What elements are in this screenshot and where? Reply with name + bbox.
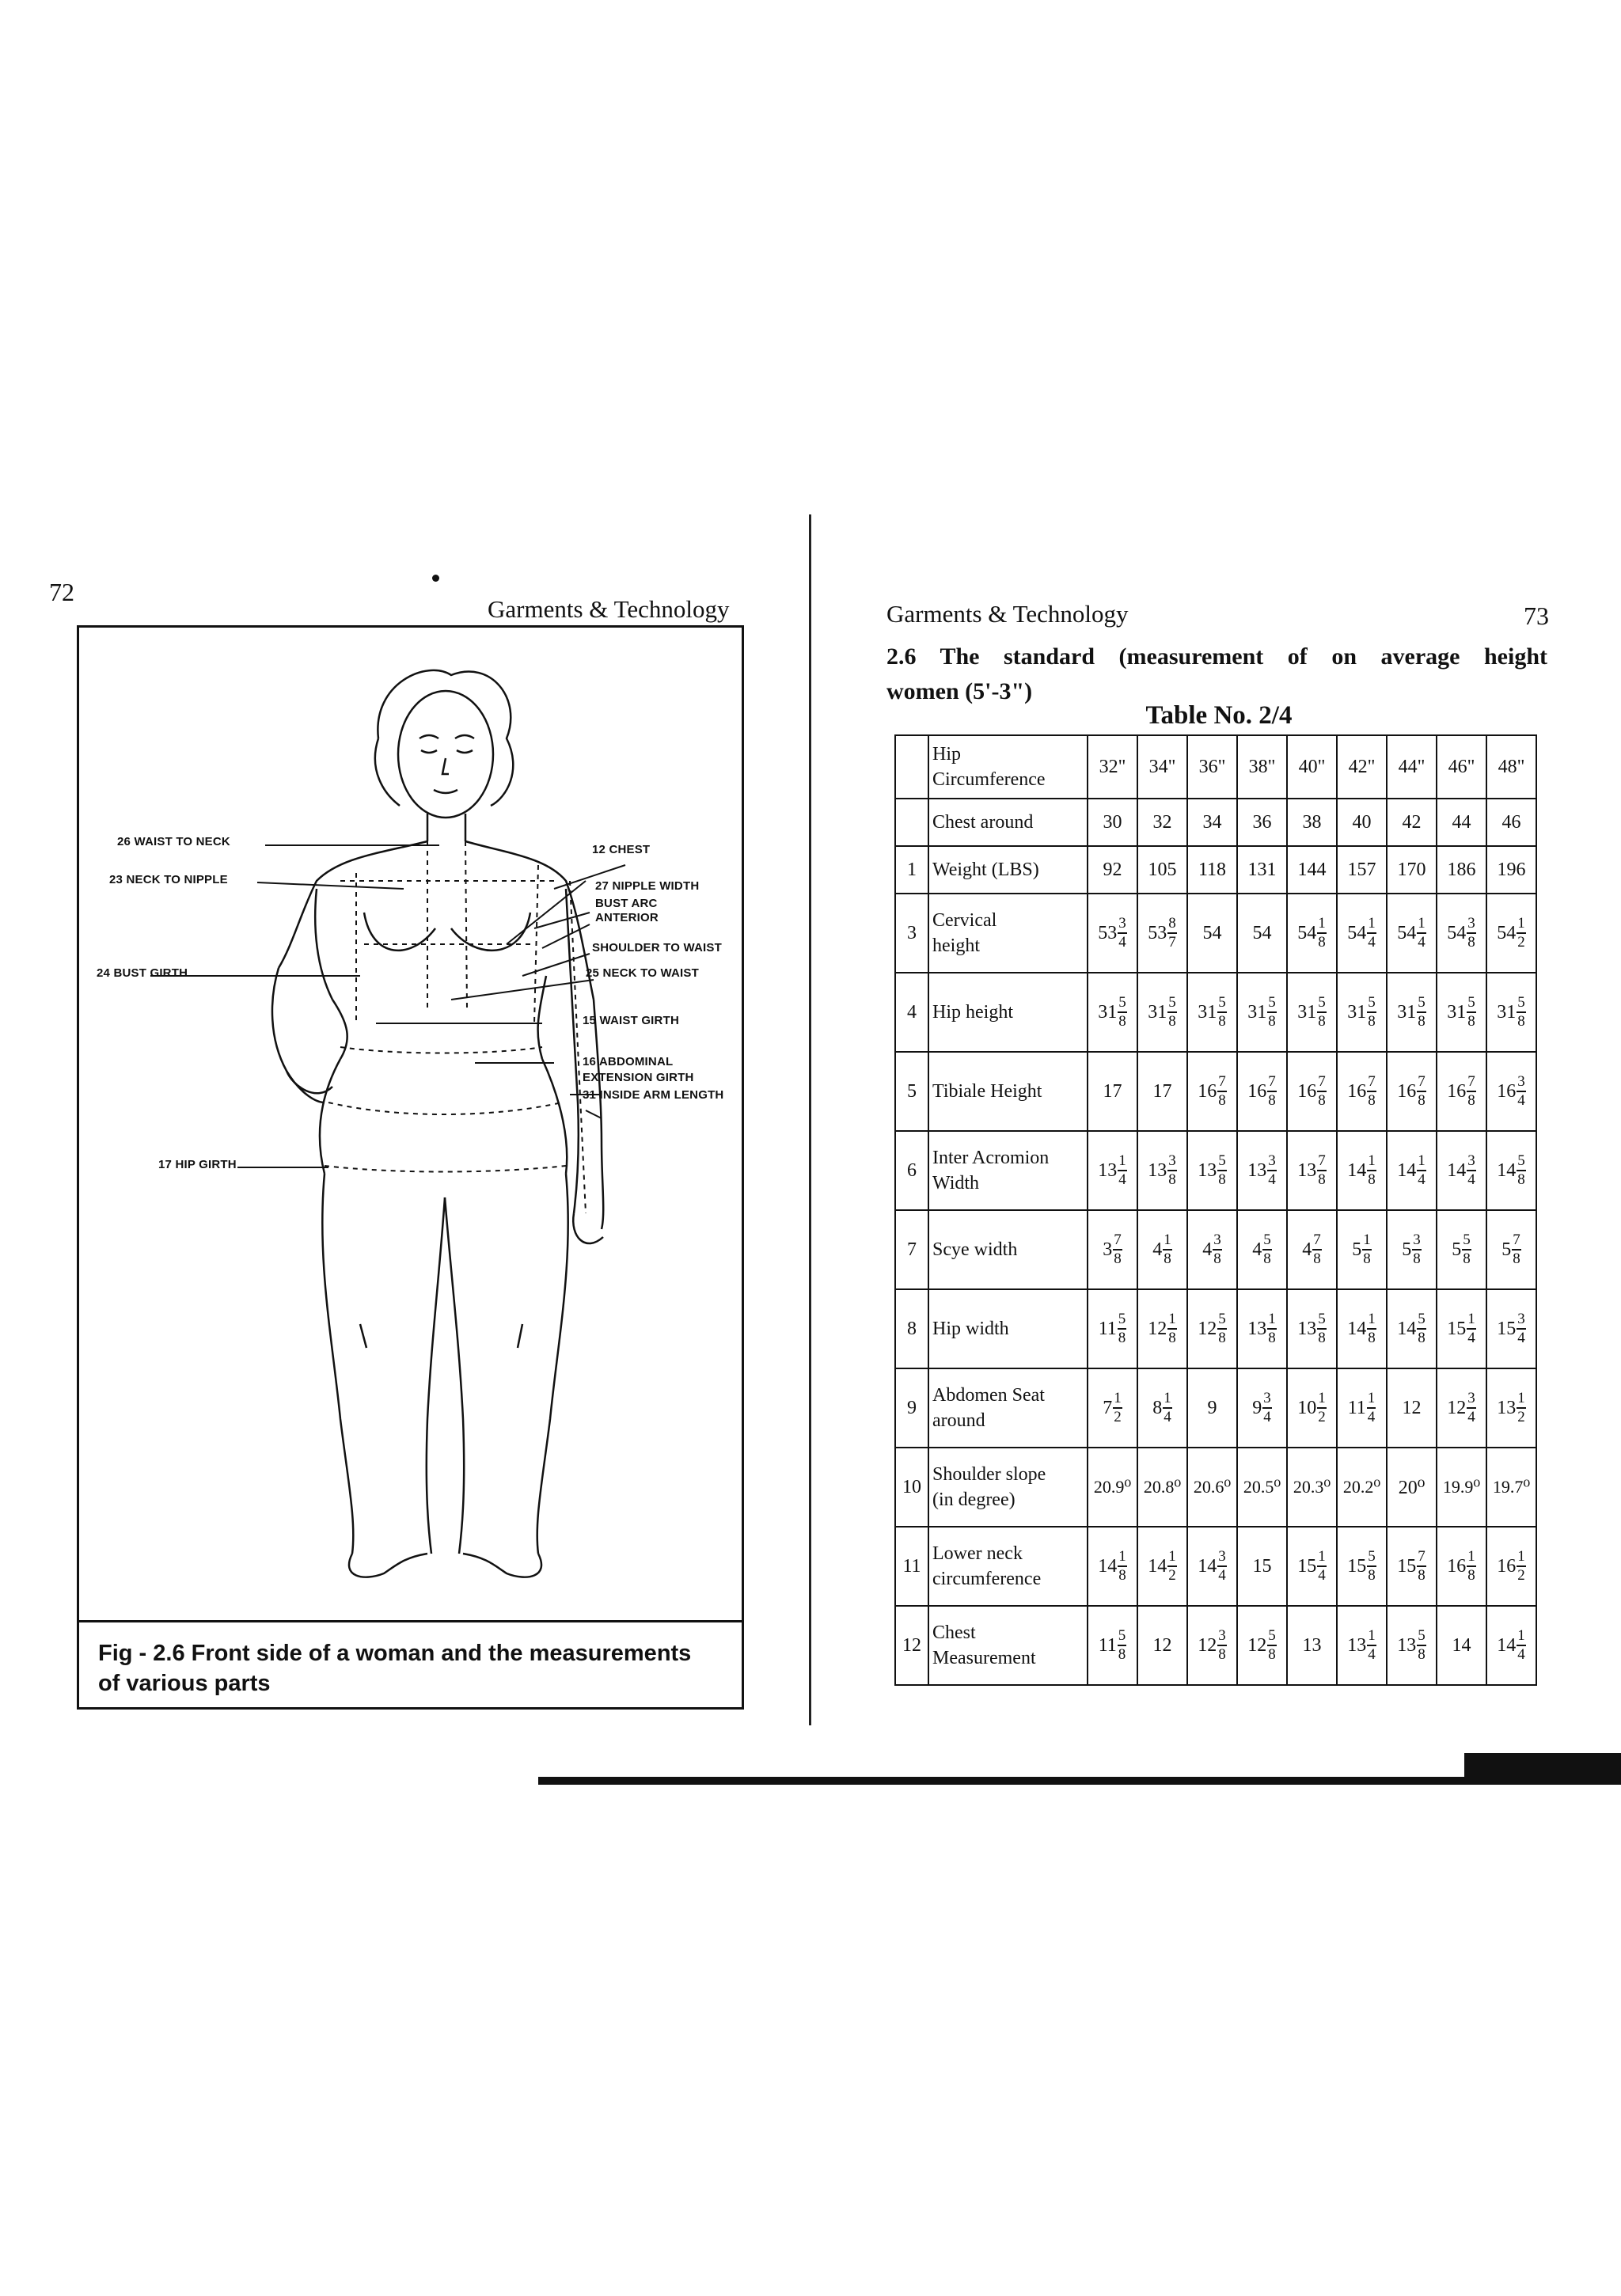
row-label-line: Tibiale Height bbox=[932, 1081, 1042, 1102]
book-spine-line bbox=[809, 514, 811, 1725]
label-bust-girth: 24 BUST GIRTH bbox=[97, 966, 188, 980]
table-cell: 19.9⁰ bbox=[1437, 1448, 1486, 1527]
table-cell: 186 bbox=[1437, 846, 1486, 894]
column-header-3: 38" bbox=[1237, 735, 1287, 799]
table-cell: 9 3 4 bbox=[1237, 1368, 1287, 1448]
row-number: 12 bbox=[895, 1606, 928, 1685]
table-cell: 54 1 8 bbox=[1287, 894, 1337, 973]
table-cell: 12 1 8 bbox=[1137, 1289, 1187, 1368]
table-cell: 54 bbox=[1187, 894, 1237, 973]
table-cell: 10 1 2 bbox=[1287, 1368, 1337, 1448]
table-cell: 36 bbox=[1237, 799, 1287, 846]
table-header-row bbox=[895, 735, 1536, 799]
table-cell: 11 5 8 bbox=[1088, 1289, 1137, 1368]
row-label bbox=[928, 1368, 1088, 1448]
table-cell: 31 5 8 bbox=[1287, 973, 1337, 1052]
table-cell: 15 7 8 bbox=[1387, 1527, 1437, 1606]
section-title bbox=[886, 639, 1547, 709]
table-cell: 16 7 8 bbox=[1187, 1052, 1237, 1131]
label-waist-girth: 15 WAIST GIRTH bbox=[583, 1014, 679, 1027]
row-label bbox=[928, 894, 1088, 973]
column-header-7: 46" bbox=[1437, 735, 1486, 799]
table-row bbox=[895, 1448, 1536, 1527]
row-label bbox=[928, 799, 1088, 846]
table-cell: 38 bbox=[1287, 799, 1337, 846]
table-cell: 170 bbox=[1387, 846, 1437, 894]
table-row bbox=[895, 1368, 1536, 1448]
header-label-line-1: Hip bbox=[932, 744, 961, 765]
table-row bbox=[895, 799, 1536, 846]
row-label-line: Shoulder slope bbox=[932, 1464, 1046, 1485]
column-header-8: 48" bbox=[1486, 735, 1536, 799]
row-label-line: height bbox=[932, 935, 980, 956]
table-row bbox=[895, 846, 1536, 894]
table-cell: 14 1 8 bbox=[1088, 1527, 1137, 1606]
table-cell: 14 3 4 bbox=[1187, 1527, 1237, 1606]
page-bottom-corner bbox=[1464, 1753, 1621, 1785]
figure-box bbox=[77, 625, 744, 1710]
row-label bbox=[928, 1606, 1088, 1685]
row-label-line: Hip width bbox=[932, 1319, 1009, 1339]
table-cell: 13 1 2 bbox=[1486, 1368, 1536, 1448]
label-nipple-width: 27 NIPPLE WIDTH bbox=[595, 879, 700, 893]
figure-caption bbox=[79, 1622, 742, 1714]
table-cell: 13 5 8 bbox=[1187, 1131, 1237, 1210]
row-label-line: Chest bbox=[932, 1622, 976, 1643]
table-cell: 14 1 8 bbox=[1337, 1289, 1387, 1368]
row-number bbox=[895, 799, 928, 846]
table-cell: 20⁰ bbox=[1387, 1448, 1437, 1527]
table-row bbox=[895, 1527, 1536, 1606]
table-cell: 118 bbox=[1187, 846, 1237, 894]
table-cell: 4 7 8 bbox=[1287, 1210, 1337, 1289]
label-abdominal-extension: EXTENSION GIRTH bbox=[583, 1071, 694, 1084]
table-cell: 9 bbox=[1187, 1368, 1237, 1448]
table-cell: 105 bbox=[1137, 846, 1187, 894]
row-label-line: Hip height bbox=[932, 1002, 1013, 1023]
table-cell: 19.7⁰ bbox=[1486, 1448, 1536, 1527]
page-number-right: 73 bbox=[1524, 602, 1549, 630]
table-row bbox=[895, 1210, 1536, 1289]
table-row bbox=[895, 894, 1536, 973]
table-row bbox=[895, 1131, 1536, 1210]
row-label-line: Cervical bbox=[932, 910, 997, 931]
table-cell: 20.5⁰ bbox=[1237, 1448, 1287, 1527]
table-cell: 144 bbox=[1287, 846, 1337, 894]
table-cell: 16 7 8 bbox=[1387, 1052, 1437, 1131]
label-abdominal: 16 ABDOMINAL bbox=[583, 1055, 674, 1068]
table-cell: 15 1 4 bbox=[1287, 1527, 1337, 1606]
table-cell: 34 bbox=[1187, 799, 1237, 846]
row-number: 10 bbox=[895, 1448, 928, 1527]
table-cell: 17 bbox=[1137, 1052, 1187, 1131]
table-cell: 12 3 4 bbox=[1437, 1368, 1486, 1448]
row-label-line: Chest around bbox=[932, 812, 1034, 833]
figure-caption-box bbox=[79, 1620, 742, 1707]
table-cell: 14 1 4 bbox=[1387, 1131, 1437, 1210]
table-cell: 13 5 8 bbox=[1387, 1606, 1437, 1685]
table-cell: 16 1 2 bbox=[1486, 1527, 1536, 1606]
table-cell: 54 bbox=[1237, 894, 1287, 973]
table-cell: 20.2⁰ bbox=[1337, 1448, 1387, 1527]
row-label bbox=[928, 1527, 1088, 1606]
table-cell: 16 7 8 bbox=[1237, 1052, 1287, 1131]
table-cell: 14 1 2 bbox=[1137, 1527, 1187, 1606]
dot-mark bbox=[432, 575, 439, 582]
table-cell: 12 bbox=[1137, 1606, 1187, 1685]
row-label-line: Lower neck bbox=[932, 1543, 1023, 1564]
row-number: 5 bbox=[895, 1052, 928, 1131]
running-head-right: Garments & Technology bbox=[886, 600, 1129, 628]
label-hip-girth: 17 HIP GIRTH bbox=[158, 1158, 237, 1171]
table-cell: 31 5 8 bbox=[1237, 973, 1287, 1052]
table-row bbox=[895, 1052, 1536, 1131]
measurement-table bbox=[894, 734, 1537, 1686]
table-cell: 42 bbox=[1387, 799, 1437, 846]
caption-line-1: Fig - 2.6 Front side of a woman and the measurements bbox=[98, 1641, 692, 1666]
table-row bbox=[895, 973, 1536, 1052]
table-cell: 92 bbox=[1088, 846, 1137, 894]
woman-figure-illustration bbox=[79, 628, 742, 1620]
table-cell: 53 3 4 bbox=[1088, 894, 1137, 973]
table-cell: 14 3 4 bbox=[1437, 1131, 1486, 1210]
table-cell: 4 3 8 bbox=[1187, 1210, 1237, 1289]
table-cell: 44 bbox=[1437, 799, 1486, 846]
column-header-5: 42" bbox=[1337, 735, 1387, 799]
table-cell: 5 1 8 bbox=[1337, 1210, 1387, 1289]
table-cell: 53 8 7 bbox=[1137, 894, 1187, 973]
row-number: 3 bbox=[895, 894, 928, 973]
table-cell: 17 bbox=[1088, 1052, 1137, 1131]
label-bust-arc: BUST ARC bbox=[595, 897, 658, 910]
header-num-cell bbox=[895, 735, 928, 799]
header-label-cell bbox=[928, 735, 1088, 799]
table-cell: 13 7 8 bbox=[1287, 1131, 1337, 1210]
table-cell: 31 5 8 bbox=[1437, 973, 1486, 1052]
table-cell: 16 7 8 bbox=[1337, 1052, 1387, 1131]
table-cell: 4 1 8 bbox=[1137, 1210, 1187, 1289]
label-bust-arc-anterior: ANTERIOR bbox=[595, 911, 659, 924]
row-label bbox=[928, 1448, 1088, 1527]
row-number: 8 bbox=[895, 1289, 928, 1368]
table-cell: 3 7 8 bbox=[1088, 1210, 1137, 1289]
table-cell: 13 1 4 bbox=[1337, 1606, 1387, 1685]
table-cell: 31 5 8 bbox=[1088, 973, 1137, 1052]
table-cell: 13 1 4 bbox=[1088, 1131, 1137, 1210]
row-label-line: Width bbox=[932, 1173, 980, 1194]
table-title: Table No. 2/4 bbox=[1145, 701, 1293, 730]
table-cell: 20.6⁰ bbox=[1187, 1448, 1237, 1527]
table-cell: 20.8⁰ bbox=[1137, 1448, 1187, 1527]
row-label bbox=[928, 1131, 1088, 1210]
column-header-4: 40" bbox=[1287, 735, 1337, 799]
label-shoulder-to-waist: SHOULDER TO WAIST bbox=[592, 941, 722, 954]
table-row bbox=[895, 1289, 1536, 1368]
table-cell: 16 7 8 bbox=[1437, 1052, 1486, 1131]
row-number: 6 bbox=[895, 1131, 928, 1210]
table-cell: 46 bbox=[1486, 799, 1536, 846]
row-label-line: circumference bbox=[932, 1569, 1042, 1589]
table-cell: 20.9⁰ bbox=[1088, 1448, 1137, 1527]
label-inside-arm-length: 31 INSIDE ARM LENGTH bbox=[583, 1088, 724, 1102]
label-waist-to-neck: 26 WAIST TO NECK bbox=[117, 835, 230, 848]
row-label-line: Measurement bbox=[932, 1648, 1036, 1668]
table-cell: 31 5 8 bbox=[1486, 973, 1536, 1052]
label-neck-to-nipple: 23 NECK TO NIPPLE bbox=[109, 873, 228, 886]
table-cell: 14 1 4 bbox=[1486, 1606, 1536, 1685]
table-cell: 14 5 8 bbox=[1387, 1289, 1437, 1368]
table-cell: 12 3 8 bbox=[1187, 1606, 1237, 1685]
table-cell: 12 5 8 bbox=[1237, 1606, 1287, 1685]
page-number-left: 72 bbox=[49, 578, 74, 606]
row-label-line: around bbox=[932, 1410, 985, 1431]
table-cell: 5 5 8 bbox=[1437, 1210, 1486, 1289]
row-label bbox=[928, 973, 1088, 1052]
table-cell: 16 1 8 bbox=[1437, 1527, 1486, 1606]
row-number: 4 bbox=[895, 973, 928, 1052]
table-cell: 131 bbox=[1237, 846, 1287, 894]
table-cell: 13 3 4 bbox=[1237, 1131, 1287, 1210]
table-cell: 54 1 2 bbox=[1486, 894, 1536, 973]
table-cell: 15 1 4 bbox=[1437, 1289, 1486, 1368]
table-cell: 31 5 8 bbox=[1187, 973, 1237, 1052]
page-bottom-edge bbox=[538, 1777, 1621, 1785]
table-cell: 16 7 8 bbox=[1287, 1052, 1337, 1131]
running-head-left: Garments & Technology bbox=[488, 595, 730, 623]
row-label bbox=[928, 1052, 1088, 1131]
table-cell: 11 5 8 bbox=[1088, 1606, 1137, 1685]
table-cell: 5 3 8 bbox=[1387, 1210, 1437, 1289]
caption-line-2: of various parts bbox=[98, 1671, 271, 1696]
table-cell: 31 5 8 bbox=[1137, 973, 1187, 1052]
column-header-0: 32" bbox=[1088, 735, 1137, 799]
row-number: 11 bbox=[895, 1527, 928, 1606]
row-number: 7 bbox=[895, 1210, 928, 1289]
table-cell: 5 7 8 bbox=[1486, 1210, 1536, 1289]
table-cell: 15 3 4 bbox=[1486, 1289, 1536, 1368]
table-cell: 32 bbox=[1137, 799, 1187, 846]
table-cell: 13 bbox=[1287, 1606, 1337, 1685]
label-chest: 12 CHEST bbox=[592, 843, 651, 856]
row-number: 9 bbox=[895, 1368, 928, 1448]
table-cell: 14 5 8 bbox=[1486, 1131, 1536, 1210]
row-label bbox=[928, 846, 1088, 894]
table-cell: 12 5 8 bbox=[1187, 1289, 1237, 1368]
table-cell: 7 1 2 bbox=[1088, 1368, 1137, 1448]
table-cell: 15 5 8 bbox=[1337, 1527, 1387, 1606]
row-label-line: (in degree) bbox=[932, 1490, 1015, 1510]
row-label-line: Weight (LBS) bbox=[932, 860, 1039, 880]
table-cell: 4 5 8 bbox=[1237, 1210, 1287, 1289]
table-cell: 16 3 4 bbox=[1486, 1052, 1536, 1131]
table-cell: 14 bbox=[1437, 1606, 1486, 1685]
label-neck-to-waist: 25 NECK TO WAIST bbox=[586, 966, 699, 980]
column-header-6: 44" bbox=[1387, 735, 1437, 799]
table-cell: 8 1 4 bbox=[1137, 1368, 1187, 1448]
row-label bbox=[928, 1210, 1088, 1289]
table-cell: 30 bbox=[1088, 799, 1137, 846]
column-header-1: 34" bbox=[1137, 735, 1187, 799]
table-cell: 13 3 8 bbox=[1137, 1131, 1187, 1210]
table-cell: 14 1 8 bbox=[1337, 1131, 1387, 1210]
row-label-line: Abdomen Seat bbox=[932, 1385, 1045, 1406]
row-label-line: Inter Acromion bbox=[932, 1148, 1050, 1168]
section-title-line-2: women (5'-3") bbox=[886, 678, 1033, 704]
table-cell: 31 5 8 bbox=[1387, 973, 1437, 1052]
row-label bbox=[928, 1289, 1088, 1368]
section-title-line-1: 2.6 The standard (measurement of on average height bbox=[886, 643, 1547, 670]
row-label-line: Scye width bbox=[932, 1239, 1018, 1260]
header-label-line-2: Circumference bbox=[932, 769, 1046, 790]
table-cell: 54 1 4 bbox=[1387, 894, 1437, 973]
table-cell: 20.3⁰ bbox=[1287, 1448, 1337, 1527]
table-cell: 13 5 8 bbox=[1287, 1289, 1337, 1368]
table-cell: 54 1 4 bbox=[1337, 894, 1387, 973]
table-cell: 40 bbox=[1337, 799, 1387, 846]
table-cell: 12 bbox=[1387, 1368, 1437, 1448]
table-cell: 11 1 4 bbox=[1337, 1368, 1387, 1448]
table-cell: 15 bbox=[1237, 1527, 1287, 1606]
table-cell: 196 bbox=[1486, 846, 1536, 894]
column-header-2: 36" bbox=[1187, 735, 1237, 799]
table-row bbox=[895, 1606, 1536, 1685]
table-cell: 54 3 8 bbox=[1437, 894, 1486, 973]
table-cell: 13 1 8 bbox=[1237, 1289, 1287, 1368]
row-number: 1 bbox=[895, 846, 928, 894]
table-cell: 31 5 8 bbox=[1337, 973, 1387, 1052]
table-cell: 157 bbox=[1337, 846, 1387, 894]
